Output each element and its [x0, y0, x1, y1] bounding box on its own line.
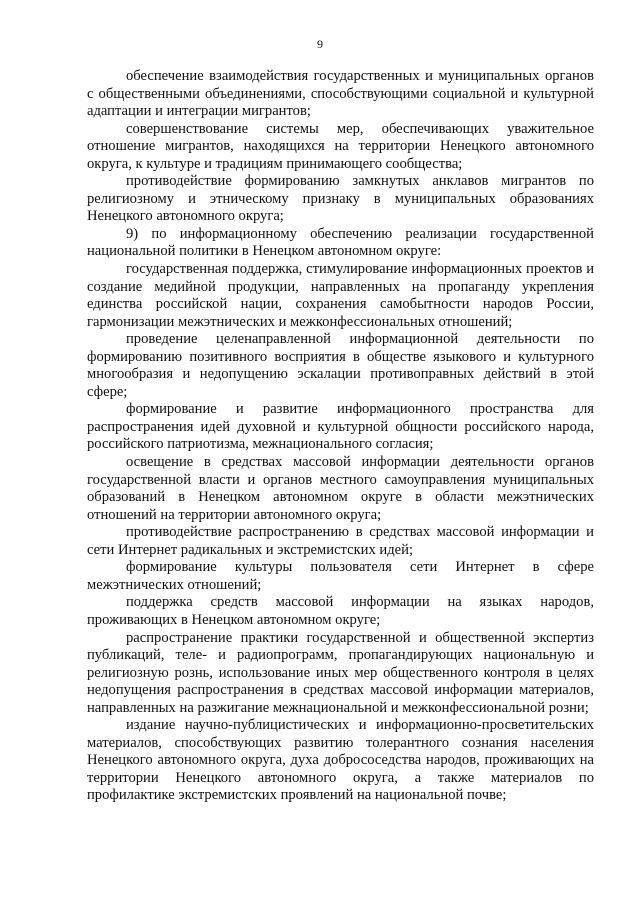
body-text: [87, 68, 594, 805]
paragraph-counter-radical-ideas: противодействие распространению в средствах массовой информации и сети Интернет радикальных и экстремистских идей;: [87, 524, 594, 558]
paragraph-media-support: поддержка средств массовой информации на языках народов, проживающих в Ненецком автономном округе;: [87, 594, 594, 628]
paragraph-respectful-attitude: совершенствование системы мер, обеспечивающих уважительное отношение мигрантов, находящихся на территории Ненецкого автономного округа, к культуре и традициям принимающего сообщества;: [87, 120, 594, 172]
paragraph-enclave-prevention: противодействие формированию замкнутых анклавов мигрантов по религиозному и этническому признаку в муниципальных образованиях Ненецкого автономного округа;: [87, 173, 594, 225]
paragraph-media-coverage: освещение в средствах массовой информации деятельности органов государственной власти и органов местного самоуправления муниципальных образований в Ненецком автономном округе в области межэтнических отношений на территории автономного округа;: [87, 454, 594, 523]
paragraph-internet-culture: формирование культуры пользователя сети Интернет в сфере межэтнических отношений;: [87, 559, 594, 593]
page-number: 9: [317, 37, 323, 51]
paragraph-section-9-heading: 9) по информационному обеспечению реализации государственной национальной политики в Ненецком автономном округе:: [87, 225, 594, 260]
paragraph-publishing-materials: издание научно-публицистических и информационно-просветительских материалов, способствующих развитию толерантного сознания населения Ненецкого автономного округа, духа добрососедства народов, проживающих на территории Ненецкого автономного округа, а также материалов по профилактике экстремистских проявлений на национальной почве;: [87, 717, 594, 804]
paragraph-expertise-practice: распространение практики государственной и общественной экспертиз публикаций, теле- и радиопрограмм, пропагандирующих национальную и религиозную рознь, использование иных мер общественного контроля в целях недопущения распространения в средствах массовой информации материалов, направленных на разжигание межнациональной и межконфессиональной розни;: [87, 629, 594, 716]
paragraph-migrant-cooperation: обеспечение взаимодействия государственных и муниципальных органов с общественными объединениями, способствующими социальной и культурной адаптации и интеграции мигрантов;: [87, 68, 594, 120]
paragraph-state-support: государственная поддержка, стимулирование информационных проектов и создание медийной продукции, направленных на пропаганду укрепления единства российской нации, сохранения самобытности народов России, гармонизации межэтнических и межконфессиональных отношений;: [87, 261, 594, 330]
paragraph-targeted-information: проведение целенаправленной информационной деятельности по формированию позитивного восприятия в обществе языкового и культурного многообразия и недопущению эскалации противоправных действий в этой сфере;: [87, 331, 594, 400]
paragraph-information-space: формирование и развитие информационного пространства для распространения идей духовной и культурной общности российского народа, российского патриотизма, межнационального согласия;: [87, 401, 594, 453]
